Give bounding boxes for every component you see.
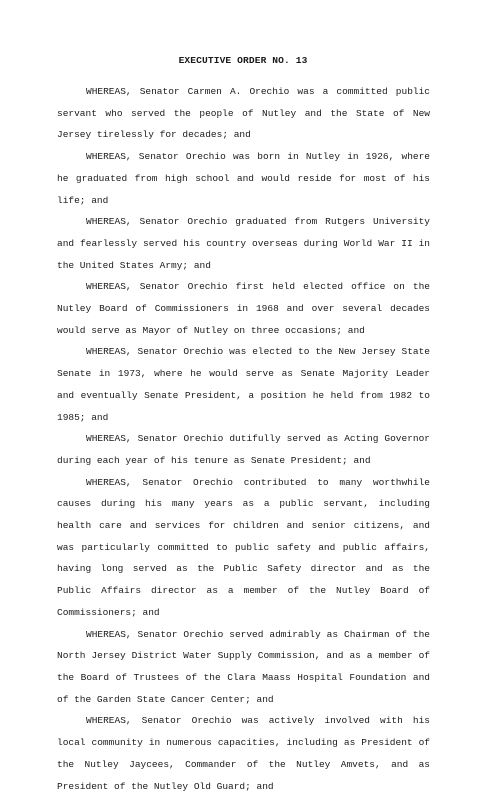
document-body [57,81,430,797]
whereas-paragraph: WHEREAS, Senator Orechio was born in Nutley in 1926, where he graduated from high school and would reside for most of his life; and [57,151,430,206]
whereas-paragraph: WHEREAS, Senator Orechio served admirably as Chairman of the North Jersey District Water Supply Commission, and as a member of the Board of Trustees of the Clara Maass Hospital Foundation and of the Garden State Cancer Center; and [57,628,430,705]
whereas-paragraph: WHEREAS, Senator Orechio was elected to the New Jersey State Senate in 1973, where he would serve as Senate Majority Leader and eventually Senate President, a position he held from 1982 to 1985; and [57,346,430,423]
whereas-paragraph: WHEREAS, Senator Orechio first held elected office on the Nutley Board of Commissioners in 1968 and over several decades would serve as Mayor of Nutley on three occasions; and [57,281,430,336]
whereas-paragraph: WHEREAS, Senator Carmen A. Orechio was a committed public servant who served the people of Nutley and the State of New Jersey tirelessly for decades; and [57,86,430,141]
whereas-paragraph: WHEREAS, Senator Orechio was actively involved with his local community in numerous capacities, including as President of the Nutley Jaycees, Commander of the Nutley Amvets, and as President of the Nutley Old Guard; and [57,715,430,792]
document-title: EXECUTIVE ORDER NO. 13 [178,55,308,66]
whereas-paragraph: WHEREAS, Senator Orechio contributed to many worthwhile causes during his many years as a public servant, including health care and services for children and senior citizens, and was particularly committed to public safety and public affairs, having long served as the Public Safety director and as the Public Affairs director as a member of the Nutley Board of Commissioners; and [57,476,430,618]
whereas-paragraph: WHEREAS, Senator Orechio graduated from Rutgers University and fearlessly served his country overseas during World War II in the United States Army; and [57,216,430,271]
whereas-paragraph: WHEREAS, Senator Orechio dutifully served as Acting Governor during each year of his tenure as Senate President; and [57,433,430,466]
